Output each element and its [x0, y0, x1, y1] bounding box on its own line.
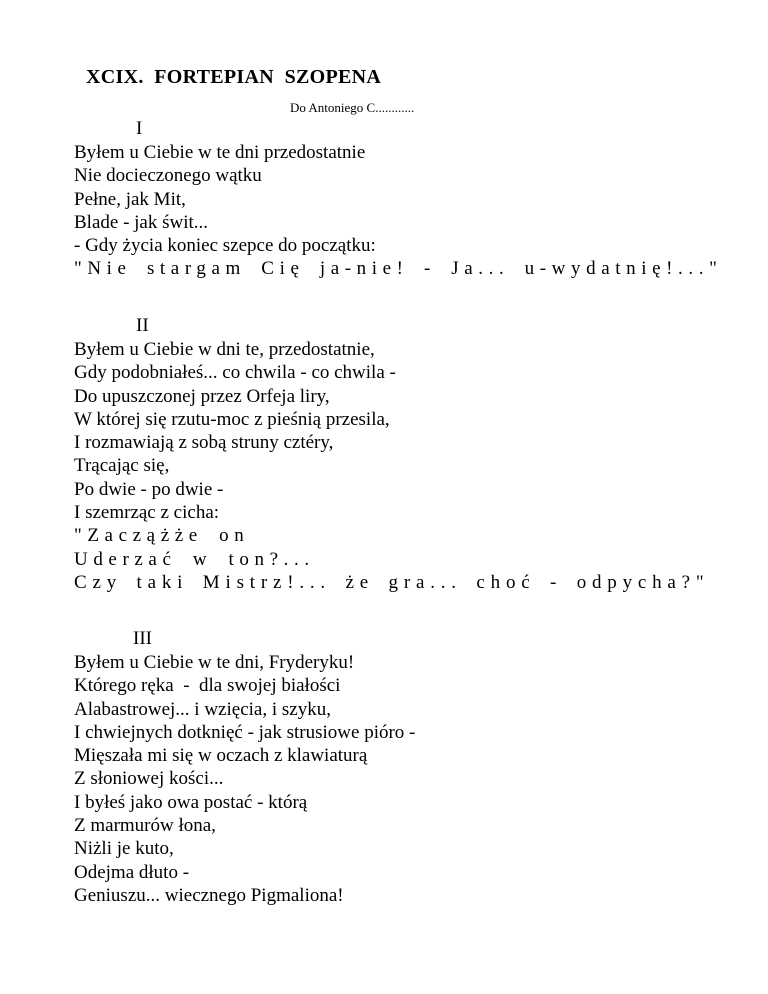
verse-line: Odejma dłuto -: [74, 861, 190, 883]
verse-line: I rozmawiają z sobą struny cztéry,: [74, 432, 334, 454]
stanza-2: [74, 338, 709, 594]
verse-line: - Gdy życia koniec szepce do początku:: [74, 235, 376, 257]
poem-dedication: Do Antoniego C............: [290, 100, 415, 115]
verse-line: "Nie stargam Cię ja-nie! - Ja... u-wydatnię!...": [74, 258, 723, 280]
verse-line: Którego ręka - dla swojej białości: [74, 675, 341, 697]
verse-line: Pełne, jak Mit,: [74, 188, 186, 210]
verse-line: Blade - jak świt...: [74, 211, 209, 233]
verse-line: Uderzać w ton?...: [74, 548, 315, 570]
stanza-numeral: I: [136, 118, 143, 139]
verse-line: W której się rzutu-moc z pieśnią przesila,: [74, 408, 390, 430]
verse-line: Mięszała mi się w oczach z klawiaturą: [74, 745, 368, 767]
verse-line: Czy taki Mistrz!... że gra... choć - odpycha?": [74, 571, 710, 593]
verse-line: Byłem u Ciebie w dni te, przedostatnie,: [74, 339, 375, 360]
verse-line: Nie docieczonego wątku: [74, 165, 262, 187]
stanza-3: [74, 651, 415, 907]
verse-line: Niżli je kuto,: [74, 838, 174, 860]
verse-line: Z marmurów łona,: [74, 815, 216, 837]
poem-title: XCIX. FORTEPIAN SZOPENA: [86, 66, 382, 88]
verse-line: I szemrząc z cicha:: [74, 502, 220, 524]
verse-line: I byłeś jako owa postać - którą: [74, 791, 308, 813]
verse-line: Do upuszczonej przez Orfeja liry,: [74, 385, 330, 407]
verse-line: Byłem u Ciebie w te dni, Fryderyku!: [74, 652, 355, 673]
verse-line: Po dwie - po dwie -: [74, 478, 224, 500]
verse-line: Alabastrowej... i wzięcia, i szyku,: [74, 698, 331, 720]
verse-line: I chwiejnych dotknięć - jak strusiowe pióro -: [74, 721, 416, 743]
stanza-numeral: III: [133, 628, 152, 649]
verse-line: Z słoniowej kości...: [74, 768, 224, 790]
verse-line: Trącając się,: [74, 455, 170, 477]
stanza-numeral: II: [136, 315, 149, 336]
verse-line: Gdy podobniałeś... co chwila - co chwila -: [74, 362, 396, 384]
stanza-1: [74, 141, 722, 281]
verse-line: Byłem u Ciebie w te dni przedostatnie: [74, 142, 366, 163]
verse-line: "Zaczążże on: [74, 525, 250, 547]
verse-line: Geniuszu... wiecznego Pigmaliona!: [74, 884, 344, 906]
